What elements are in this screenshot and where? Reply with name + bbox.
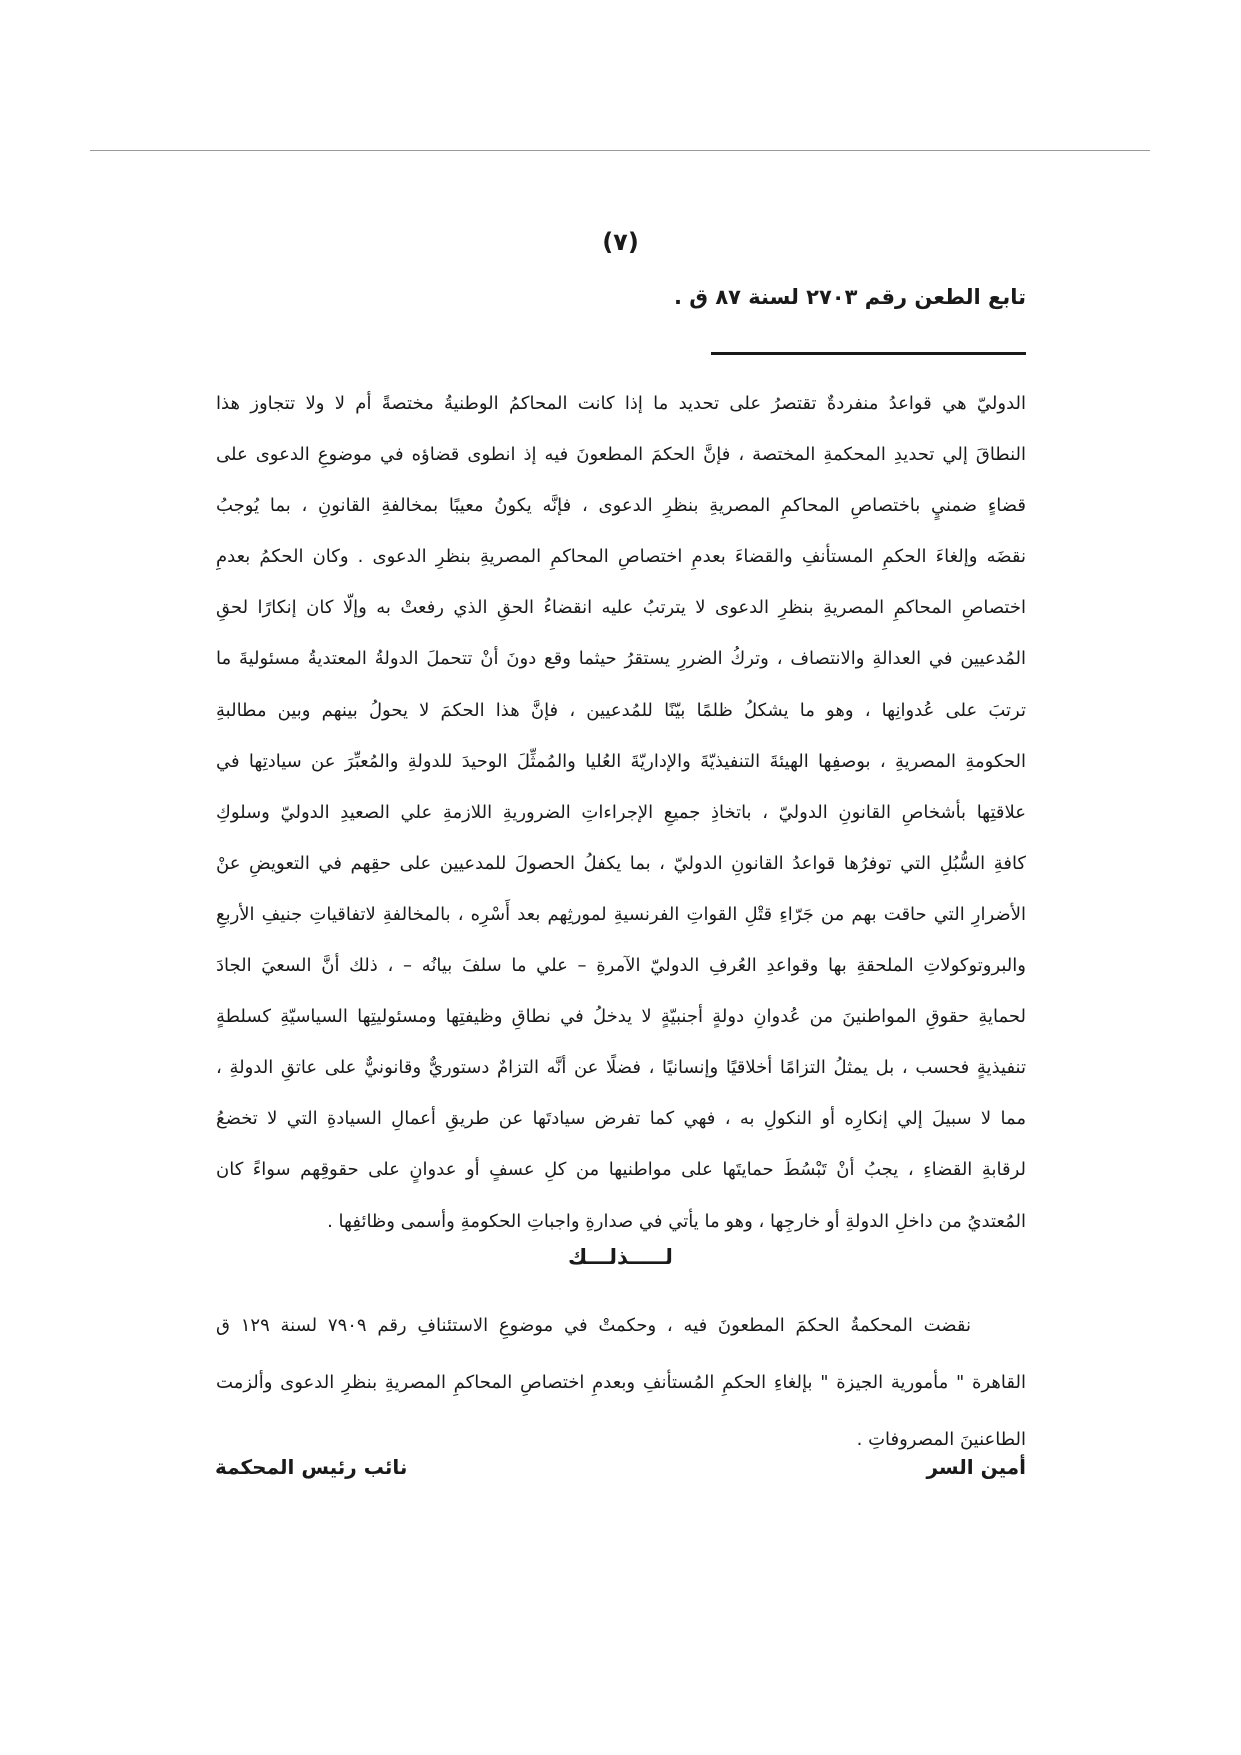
body-line: الحكومةِ المصريةِ ، بوصفِها الهيئةَ التنفيذيّةَ والإداريّةَ العُليا والمُمثِّلَ الوحيدَ للدولةِ والمُعبِّرَ عن سيادتِها في	[216, 750, 1026, 772]
body-line: المُعتديُ من داخلِ الدولةِ أو خارجِها ، وهو ما يأتي في صدارةِ واجباتِ الحكومةِ وأسمى وظائفِها .	[327, 1210, 1026, 1232]
judgment-body	[216, 378, 1026, 1247]
body-line: نقضَه وإلغاءَ الحكمِ المستأنفِ والقضاءَ بعدمِ اختصاصِ المحاكمِ المصريةِ بنظرِ الدعوى . وكان الحكمُ بعدمِ	[216, 546, 1026, 568]
body-line: النطاقَ إلي تحديدِ المحكمةِ المختصة ، فإنَّ الحكمَ المطعونَ فيه إذ انطوى قضاؤه في موضوعِ الدعوى على	[216, 444, 1026, 466]
ruling-line: الطاعنينَ المصروفاتِ .	[856, 1429, 1026, 1450]
body-line: تنفيذيةٍ فحسب ، بل يمثلُ التزامًا أخلاقيًا وإنسانيًا ، فضلًا عن أنَّه التزامٌ دستوريٌّ وقانونيٌّ على عاتقِ الدولةِ ،	[216, 1057, 1026, 1079]
therefore-heading: لـــــذلـــك	[568, 1245, 673, 1269]
top-divider	[90, 150, 1150, 151]
body-line: والبروتوكولاتِ الملحقةِ بها وقواعدِ العُرفِ الدوليّ الآمرةِ – علي ما سلفَ بيانُه – ، ذلك أنَّ السعيَ الجادَ	[216, 955, 1026, 977]
body-line: قضاءٍ ضمنيٍ باختصاصِ المحاكمِ المصريةِ بنظرِ الدعوى ، فإنَّه يكونُ معيبًا بمخالفةِ القانونِ ، بما يُوجبُ	[216, 495, 1026, 517]
case-header: تابع الطعن رقم ٢٧٠٣ لسنة ٨٧ ق .	[673, 285, 1026, 309]
secretary-signature-label: أمين السر	[926, 1455, 1026, 1479]
page-number: (٧)	[602, 228, 639, 256]
body-line: المُدعيين في العدالةِ والانتصاف ، وتركُ الضررِ يستقرُ حيثما وقع دونَ أنْ تتحملَ الدولةُ المعتديةُ مسئوليةَ ما	[216, 648, 1026, 670]
body-line: لحمايةِ حقوقِ المواطنينَ من عُدوانِ دولةٍ أجنبيّةٍ لا يدخلُ في نطاقِ وظيفتِها ومسئوليتِها السياسيّةِ كسلطةٍ	[216, 1006, 1026, 1028]
body-line: علاقتِها بأشخاصِ القانونِ الدوليّ ، باتخاذِ جميعِ الإجراءاتِ الضروريةِ اللازمةِ علي الصعيدِ الدوليّ وسلوكِ	[216, 801, 1026, 823]
vice-president-signature-label: نائب رئيس المحكمة	[215, 1455, 408, 1479]
body-line: الدوليّ هي قواعدُ منفردةٌ تقتصرُ على تحديد ما إذا كانت المحاكمُ الوطنيةُ مختصةً أم لا ولا تتجاوز هذا	[216, 393, 1026, 414]
ruling-paragraph	[216, 1297, 1026, 1468]
body-line: كافةِ السُّبُلِ التي توفرُها قواعدُ القانونِ الدوليّ ، بما يكفلُ الحصولَ للمدعيين على حقِهم في التعويضِ عنْ	[216, 852, 1026, 874]
ruling-line: نقضت المحكمةُ الحكمَ المطعونَ فيه ، وحكمتْ في موضوعِ الاستئنافِ رقم ٧٩٠٩ لسنة ١٢٩ ق	[216, 1315, 972, 1336]
body-line: اختصاصِ المحاكمِ المصريةِ بنظرِ الدعوى لا يترتبُ عليه انقضاءُ الحقِ الذي رفعتْ به وإلّا كان إنكارًا لحقِ	[216, 597, 1026, 619]
ruling-line: القاهرة " مأمورية الجيزة " بإلغاءِ الحكمِ المُستأنفِ وبعدمِ اختصاصِ المحاكمِ المصريةِ بنظرِ الدعوى وألزمت	[216, 1372, 1026, 1393]
body-line: الأضرارِ التي حاقت بهم من جَرّاءِ قتْلِ القواتِ الفرنسيةِ لمورثِهم بعد أَسْرِه ، بالمخالفةِ لاتفاقياتِ جنيفِ الأربعِ	[216, 903, 1026, 925]
body-line: ترتبَ على عُدوانِها ، وهو ما يشكلُ ظلمًا بيّنًا للمُدعيين ، فإنَّ هذا الحكمَ لا يحولُ بينهم وبين مطالبةِ	[216, 699, 1026, 721]
header-underline	[711, 352, 1026, 355]
body-line: مما لا سبيلَ إلي إنكارِه أو النكولِ به ، فهي كما تفرض سيادتَها عن طريقِ أعمالِ السيادةِ التي لا تخضعُ	[216, 1108, 1026, 1130]
body-line: لرقابةِ القضاءِ ، يجبُ أنْ تَبْسُطَ حمايتَها على مواطنيها من كلِ عسفٍ أو عدوانٍ على حقوقِهم سواءً كان	[216, 1159, 1026, 1181]
